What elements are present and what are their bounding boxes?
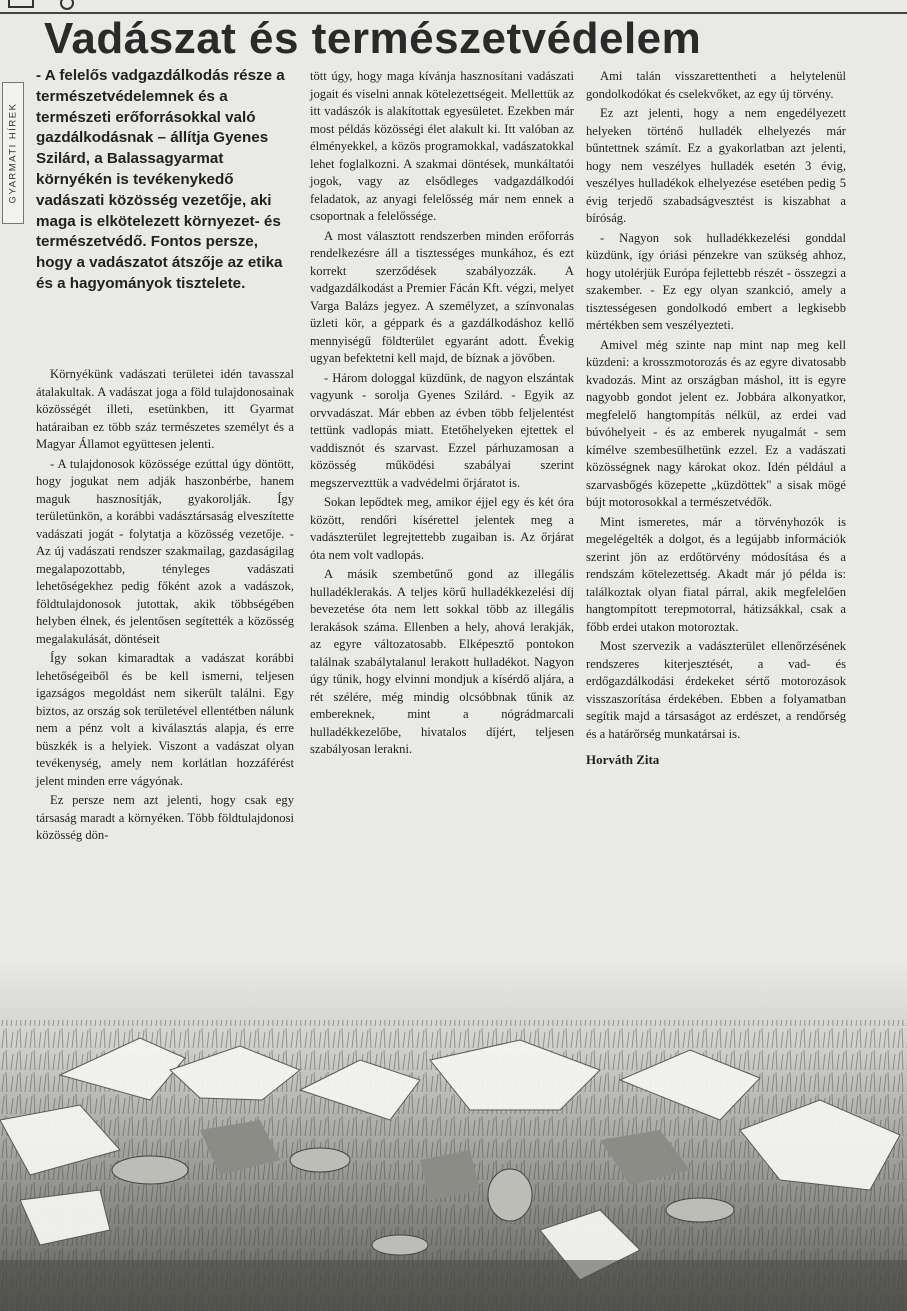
- paragraph: Mint ismeretes, már a törvényhozók is megelégelték a dolgot, és a legújabb információk szerint jön az erdőtörvény módosítása és a rendszám kötelezettség. Akadt már jó példa is: találkoztak olyan fiatal párral, akik megfelelően hangtompított terepmotorral, hátizsákkal, csak a főbb erdei utakon motoroztak.: [586, 514, 846, 634]
- author-byline: Horváth Zita: [586, 752, 660, 767]
- article-lead: - A felelős vadgazdálkodás része a természetvédelemnek és a természeti erőforrásokkal való gazdálkodásnak – állítja Gyenes Szilárd, a Balassagyarmat környékén is tevékenykedő vadászati közösség vezetője, aki maga is elkötelezett környezet- és természetvédő. Fontos persze, hogy a vadászatot átszője az etika és a hagyományok tisztelete.: [36, 67, 285, 292]
- paragraph: tött úgy, hogy maga kívánja hasznosítani vadászati jogait és viselni annak kötelezettségeit. Mellettük az itt vadászók is alakítottak egyesületet. Ezekben már most példás közösségi élet alakult ki. Itt valóban az élményekkel, a közös programokkal, vadászatokkal lehet foglalkozni. A szakmai döntések, munkáltatói jogok, vagy az elsődleges vadgazdálkodói feladatok, az anyagi felelősség már nem ennek a csoportnak a felelőssége.: [310, 69, 574, 223]
- article-column-1: [36, 366, 294, 847]
- article-headline: Vadászat és természetvédelem: [44, 14, 702, 63]
- section-label: [2, 82, 24, 224]
- waste-dump-photo: [0, 960, 907, 1311]
- paragraph: Amivel még szinte nap mint nap meg kell küzdeni: a krosszmotorozás és az egyre divatosabb kvadozás. Mint az országban máshol, itt is egyre nagyobb gondot jelent ez. Jobbára alkonyatkor, megfelelő hangtompítás nélkül, az erdei vad búvóhelyeit - és az emberek nyugalmát - sem kímélve szembesülhetünk ezzel. Ez a vadászati közösségnek nagy károkat okoz. Idén például a szarvasbőgés közepette „küzdöttek" a sisak mögé bújt motorosokkal a természetvédők.: [586, 337, 846, 509]
- photo-illustration: [0, 960, 907, 1311]
- paragraph: - A tulajdonosok közössége ezúttal úgy döntött, hogy jogukat nem adják haszonbérbe, hanem maguk hasznosítják, gyakorolják. Így területünkön, a korábbi vadásztársaság elveszítette vadászati jogát - folytatja a közösség vezetője. - Az új vadászati rendszer szakmailag, gazdaságilag megalapozottabb, tényleges vadászati lehetőségekhez pedig főként azok a vadászok, földtulajdonosok jutottak, akik többségében helyben élnek, és jelentősen segítették a közösség megalakulását, döntéseit: [36, 456, 294, 646]
- article-column-3: [586, 68, 846, 771]
- top-rule: [0, 0, 907, 14]
- paragraph: Ez persze nem azt jelenti, hogy csak egy társaság maradt a környéken. Több földtulajdonosi közösség dön-: [36, 793, 294, 842]
- paragraph: A másik szembetűnő gond az illegális hulladéklerakás. A teljes körű hulladékkezelési díj bevezetése óta nem lett sokkal több az illegális lerakások száma. Ellenben a hely, ahová lerakják, az egyre változatosabb. Elképesztő pontokon találnak szabálytalanul lerakott hulladékot. Nagyon úgy tűnik, hogy elvinni mondjuk a kísérdő aljára, a rét szélére, még mindig olcsóbbnak tűnik az embereknek, mint a nógrádmarcali hulladékkezelőbe, hivatalos díjért, teljesen szabályosan lerakni.: [310, 567, 574, 756]
- article-column-2: [310, 68, 574, 761]
- paragraph: Sokan lepődtek meg, amikor éjjel egy és két óra között, rendőri kísérettel jelentek meg a vadászterület legrejtettebb zugaiban is. Az őrjárat óta nem volt vadlopás.: [310, 495, 574, 562]
- paragraph: Környékünk vadászati területei idén tavasszal átalakultak. A vadászat joga a föld tulajdonosainak közösségét illeti, esetünkben, itt Gyarmat határaiban ez több száz természetes személyt és a Magyar Államot együttesen jelenti.: [36, 367, 294, 451]
- paragraph: Ez azt jelenti, hogy a nem engedélyezett helyeken történő hulladék elhelyezés már bűntettnek számít. Ez a gyakorlatban azt jelenti, hogy nem veszélyes hulladék esetén 3 évig, veszélyes hulladékok elhelyezése esetében pedig 5 évig terjedő szabadságvesztést is kiszabhat a bíróság.: [586, 106, 846, 225]
- section-label-text: GYARMATI HÍREK: [7, 102, 19, 204]
- corner-mark: [8, 0, 34, 8]
- paragraph: Így sokan kimaradtak a vadászat korábbi lehetőségeiből és be kell ismerni, teljesen igazságos megoldást nem sikerült találni. Egy biztos, az ország sok területével ellentétben nálunk nem a pénz volt a kiválasztás alapja, és erre büszkék is a helyiek. Viszont a vadászat olyan tevékenység, amely nem korlátlan hozzáférést jelent minden erre vágyónak.: [36, 651, 294, 788]
- paragraph: Most szervezik a vadászterület ellenőrzésének rendszeres kiterjesztését, a vad- és erdőgazdálkodási érdekeket sértő motorozások visszaszorítása érdekében. Ebben a folyamatban segítik majd a társaságot az erdészet, a rendőrség és a határőrség munkatársai is.: [586, 639, 846, 741]
- corner-mark-2: [60, 0, 74, 10]
- paragraph: - Három dologgal küzdünk, de nagyon elszántak vagyunk - sorolja Gyenes Szilárd. - Egyik az orvvadászat. Már ebben az évben több feljelentést tettünk vadlopás miatt. Etetőhelyeken ejtettek el vaddisznót és szarvast. Ezzel párhuzamosan a közösség működési szabályai szerint megszervezttük a vadvédelmi őrjáratot is.: [310, 370, 574, 490]
- paragraph: - Nagyon sok hulladékkezelési gonddal küzdünk, így óriási pénzekre van szükség ahhoz, hogy utolérjük Európa fejlettebb részét - összegzi a szakember. - Ez egy olyan szankció, amely a tisztességesen gondolkodó embert a legkisebb mértékben sem veszélyezteti.: [586, 230, 846, 332]
- paragraph: Ami talán visszarettentheti a helytelenül gondolkodókat és cselekvőket, az egy új törvény.: [586, 69, 846, 101]
- paragraph: A most választott rendszerben minden erőforrás rendelkezésre áll a tisztességes munkához, és ezt korrekt szerződések szabályozzák. A vadgazdálkodást a Premier Fácán Kft. végzi, melyet Varga Balázs jegyez. A személyzet, a színvonalas üzleti kör, a géppark és a gazdálkodáshoz kellő mennyiségű földterület egyaránt adott. Évekig ugyan befektetni kell majd, de bíznak a jövőben.: [310, 228, 574, 365]
